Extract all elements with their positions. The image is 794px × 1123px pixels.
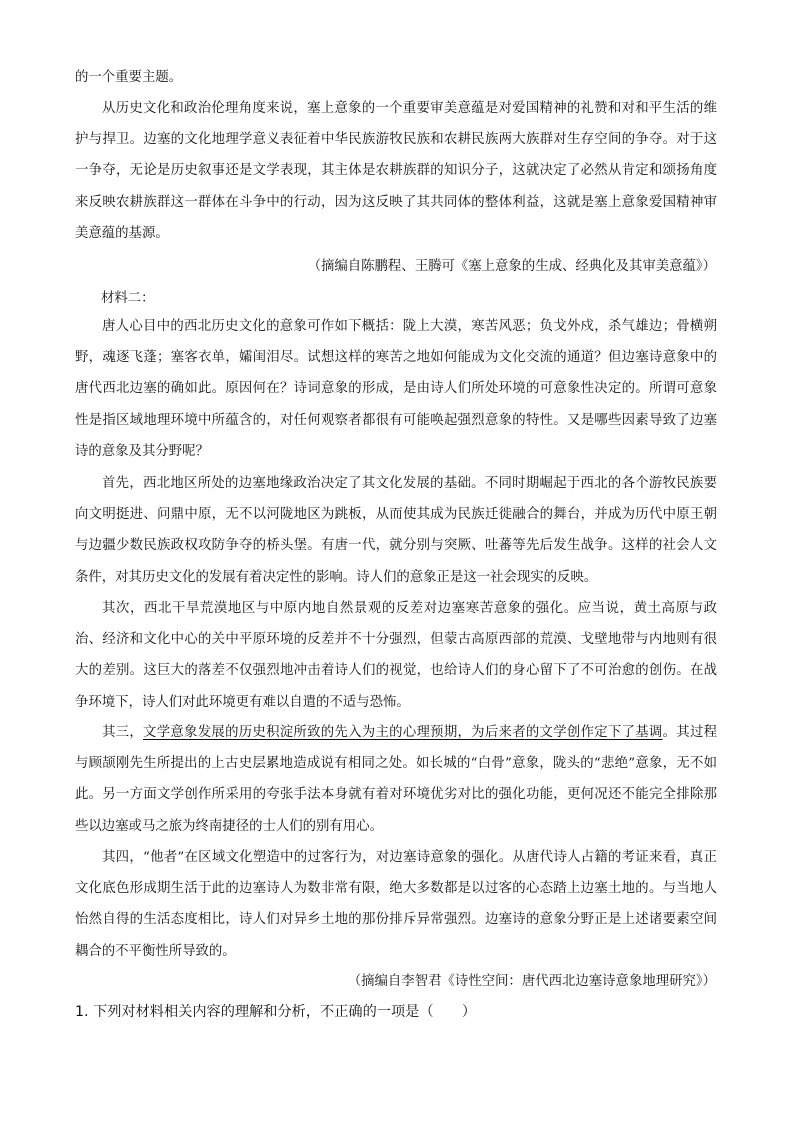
paragraph-material1-p2: 从历史文化和政治伦理角度来说，塞上意象的一个重要审美意蕴是对爱国精神的礼赞和对和平生活的维护与捍卫。边塞的文化地理学意义表征着中华民族游牧民族和农耕民族两大族群对生存空间的争夺。对于这一争夺，无论是历史叙事还是文学表现，其主体是农耕族群的知识分子，这就决定了必然从肯定和颂扬角度来反映农耕族群这一群体在斗争中的行动，因为这反映了其共同体的整体利益，这就是塞上意象爱国精神审美意蕴的基源。 — [75, 101, 717, 241]
paragraph-material2-p1: 唐人心目中的西北历史文化的意象可作如下概括：陇上大漠，寒苦风恶；负戈外戍，杀气雄边；骨横朔野，魂逐飞蓬；塞客衣单，孀闺泪尽。试想这样的寒苦之地如何能成为文化交流的通道？但边塞诗意象中的唐代西北边塞的确如此。原因何在？诗词意象的形成，是由诗人们所处环境的可意象性决定的。所谓可意象性是指区域地理环境中所蕴含的，对任何观察者都很有可能唤起强烈意象的特性。又是哪些因素导致了边塞诗的意象及其分野呢？ — [75, 319, 717, 459]
paragraph-material2-p4 — [75, 717, 717, 842]
paragraph-material2-p5: 其四，“他者”在区域文化塑造中的过客行为，对边塞诗意象的强化。从唐代诗人占籍的考证来看，真正文化底色形成期生活于此的边塞诗人为数非常有限，绝大多数都是以过客的心态踏上边塞土地的。与当地人怡然自得的生活态度相比，诗人们对异乡土地的那份排斥异常强烈。边塞诗的意象分野正是上述诸要素空间耦合的不平衡性所导致的。 — [75, 850, 717, 959]
p4-rest: 。其过程与顾颉刚先生所提出的上古史层累地造成说有相同之处。如长城的“白骨”意象，陇头的“悲绝”意象，无不如此。另一方面文学创作所采用的夸张手法本身就有着对环境优劣对比的强化功能，更何况还不能完全排除那些以边塞或马之旅为终南捷径的士人们的别有用心。 — [75, 725, 718, 834]
paragraph-material2-p2: 首先，西北地区所处的边塞地缘政治决定了其文化发展的基础。不同时期崛起于西北的各个游牧民族要向文明挺进、问鼎中原，无不以河陇地区为跳板，从而使其成为民族迁徙融合的舞台，并成为历代中原王朝与边疆少数民族政权攻防争夺的桥头堡。有唐一代，就分别与突厥、吐蕃等先后发生战争。这样的社会人文条件，对其历史文化的发展有着决定性的影响。诗人们的意象正是这一社会现实的反映。 — [75, 476, 717, 585]
material-2-label: 材料二： — [101, 291, 155, 306]
source-citation-2: （摘编自李智君《诗性空间：唐代西北边塞诗意象地理研究》） — [347, 974, 716, 989]
paragraph-continuation: 的一个重要主题。 — [75, 70, 183, 85]
source-citation-1: （摘编自陈鹏程、王腾可《塞上意象的生成、经典化及其审美意蕴》） — [307, 259, 716, 274]
p4-prefix: 其三， — [102, 725, 144, 740]
question-1-stem: 1. 下列对材料相关内容的理解和分析，不正确的一项是（ ） — [75, 1004, 477, 1020]
underlined-sentence: 文学意象发展的历史积淀所致的先入为主的心理预期，为后来者的文学创作定下了基调 — [143, 725, 663, 740]
paragraph-material2-p3: 其次，西北干旱荒漠地区与中原内地自然景观的反差对边塞寒苦意象的强化。应当说，黄土高原与政治、经济和文化中心的关中平原环境的反差并不十分强烈，但蒙古高原西部的荒漠、戈壁地带与内地则有很大的差别。这巨大的落差不仅强烈地冲击着诗人们的视觉，也给诗人们的身心留下了不可治愈的创伤。在战争环境下，诗人们对此环境更有难以自遣的不适与恐怖。 — [75, 601, 717, 710]
